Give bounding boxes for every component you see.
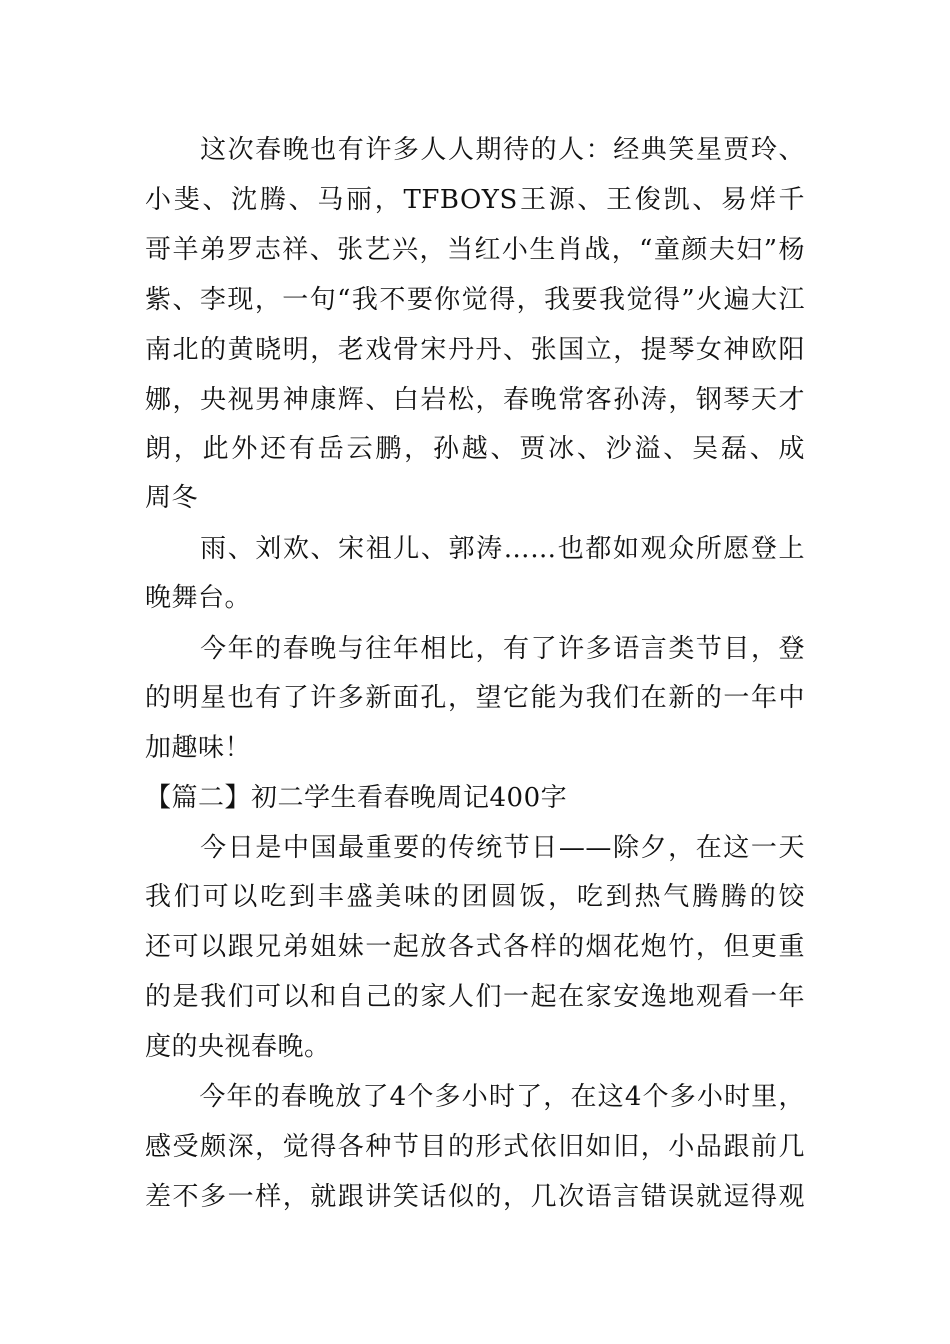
text-line: 南北的黄晓明，老戏骨宋丹丹、张国立，提琴女神欧阳: [145, 335, 805, 365]
text-line: 度的央视春晚。: [145, 1032, 331, 1062]
text-line: 娜，央视男神康辉、白岩松，春晚常客孙涛，钢琴天才: [145, 385, 805, 415]
text-line: 雨、刘欢、宋祖儿、郭涛……也都如观众所愿登上: [200, 534, 805, 564]
text-line: 的是我们可以和自己的家人们一起在家安逸地观看一年: [145, 982, 805, 1012]
section-heading: 【篇二】初二学生看春晚周记400字: [145, 783, 568, 813]
text-line: 的明星也有了许多新面孔，望它能为我们在新的一年中: [145, 683, 805, 713]
text-line: 加趣味！: [145, 733, 252, 763]
text-line: 还可以跟兄弟姐妹一起放各式各样的烟花炮竹，但更重: [145, 932, 805, 962]
text-line: 哥羊弟罗志祥、张艺兴，当红小生肖战，“童颜夫妇”杨: [145, 235, 805, 265]
text-line: 周冬: [145, 483, 199, 513]
text-line: 朗，此外还有岳云鹏，孙越、贾冰、沙溢、吴磊、成: [145, 434, 805, 464]
text-line: 紫、李现，一句“我不要你觉得，我要我觉得”火遍大江: [145, 285, 805, 315]
text-line: 晚舞台。: [145, 583, 252, 613]
text-line: 今年的春晚放了4个多小时了，在这4个多小时里，: [199, 1082, 805, 1112]
text-line: 今日是中国最重要的传统节日——除夕，在这一天: [200, 833, 805, 863]
text-line: 差不多一样，就跟讲笑话似的，几次语言错误就逗得观: [145, 1182, 805, 1212]
text-line: 这次春晚也有许多人人期待的人：经典笑星贾玲、: [200, 135, 805, 165]
text-line: 我们可以吃到丰盛美味的团圆饭，吃到热气腾腾的饺: [145, 882, 805, 912]
text-line: 今年的春晚与往年相比，有了许多语言类节目，登: [200, 634, 805, 664]
text-line: 小斐、沈腾、马丽，TFBOYS王源、王俊凯、易烊千: [145, 185, 805, 215]
text-line: 感受颇深，觉得各种节目的形式依旧如旧，小品跟前几: [145, 1132, 805, 1162]
